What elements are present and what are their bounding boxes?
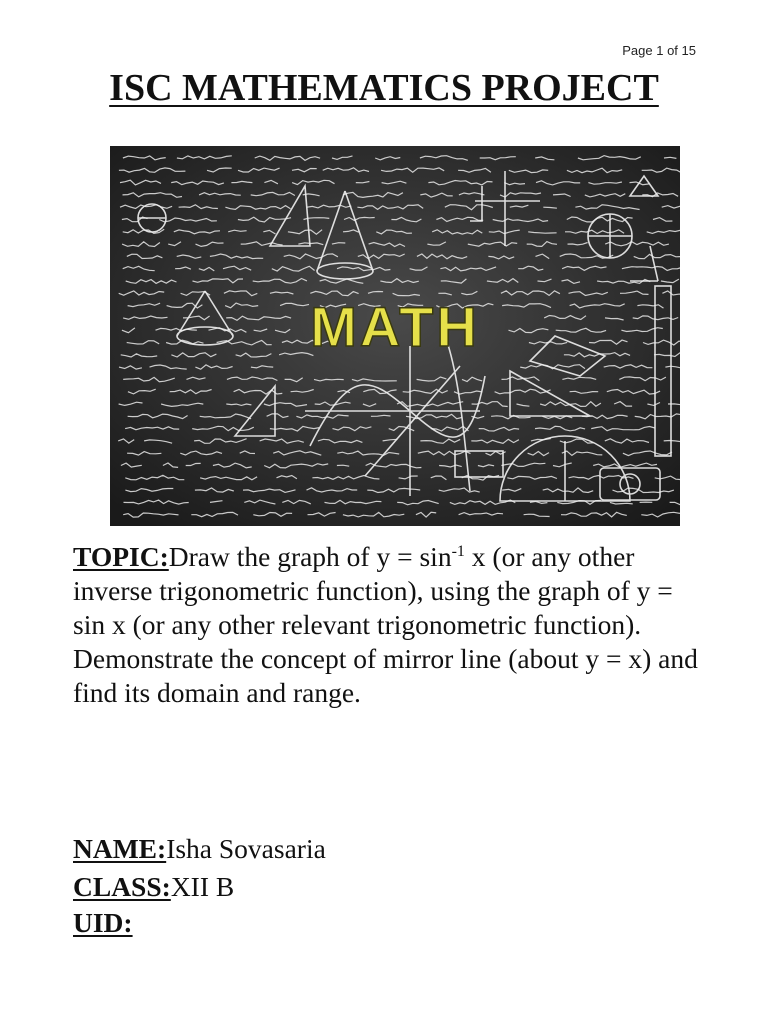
uid-field	[73, 906, 133, 940]
class-field	[73, 870, 234, 904]
class-label: CLASS:	[73, 871, 171, 902]
topic-text-part2: x (or any other inverse trigonometric function), using the graph of y = sin x (or any other relevant trigonometric function). Demonstrate the concept of mirror line (about y = x) and find its domain and range.	[73, 541, 698, 708]
name-label: NAME:	[73, 833, 167, 864]
math-word: MATH	[310, 295, 480, 358]
math-chalkboard-image	[110, 146, 680, 526]
document-title: ISC MATHEMATICS PROJECT	[109, 67, 659, 109]
topic-paragraph	[73, 540, 698, 710]
uid-label: UID:	[73, 907, 133, 938]
class-value: XII B	[170, 871, 235, 902]
topic-superscript: -1	[451, 542, 465, 560]
name-field	[73, 832, 326, 866]
topic-label: TOPIC:	[73, 541, 169, 572]
name-value: Isha Sovasaria	[166, 833, 326, 864]
page-number: Page 1 of 15	[622, 43, 696, 58]
topic-text-part1: Draw the graph of y = sin	[168, 541, 452, 572]
chalkboard-illustration	[110, 146, 680, 526]
